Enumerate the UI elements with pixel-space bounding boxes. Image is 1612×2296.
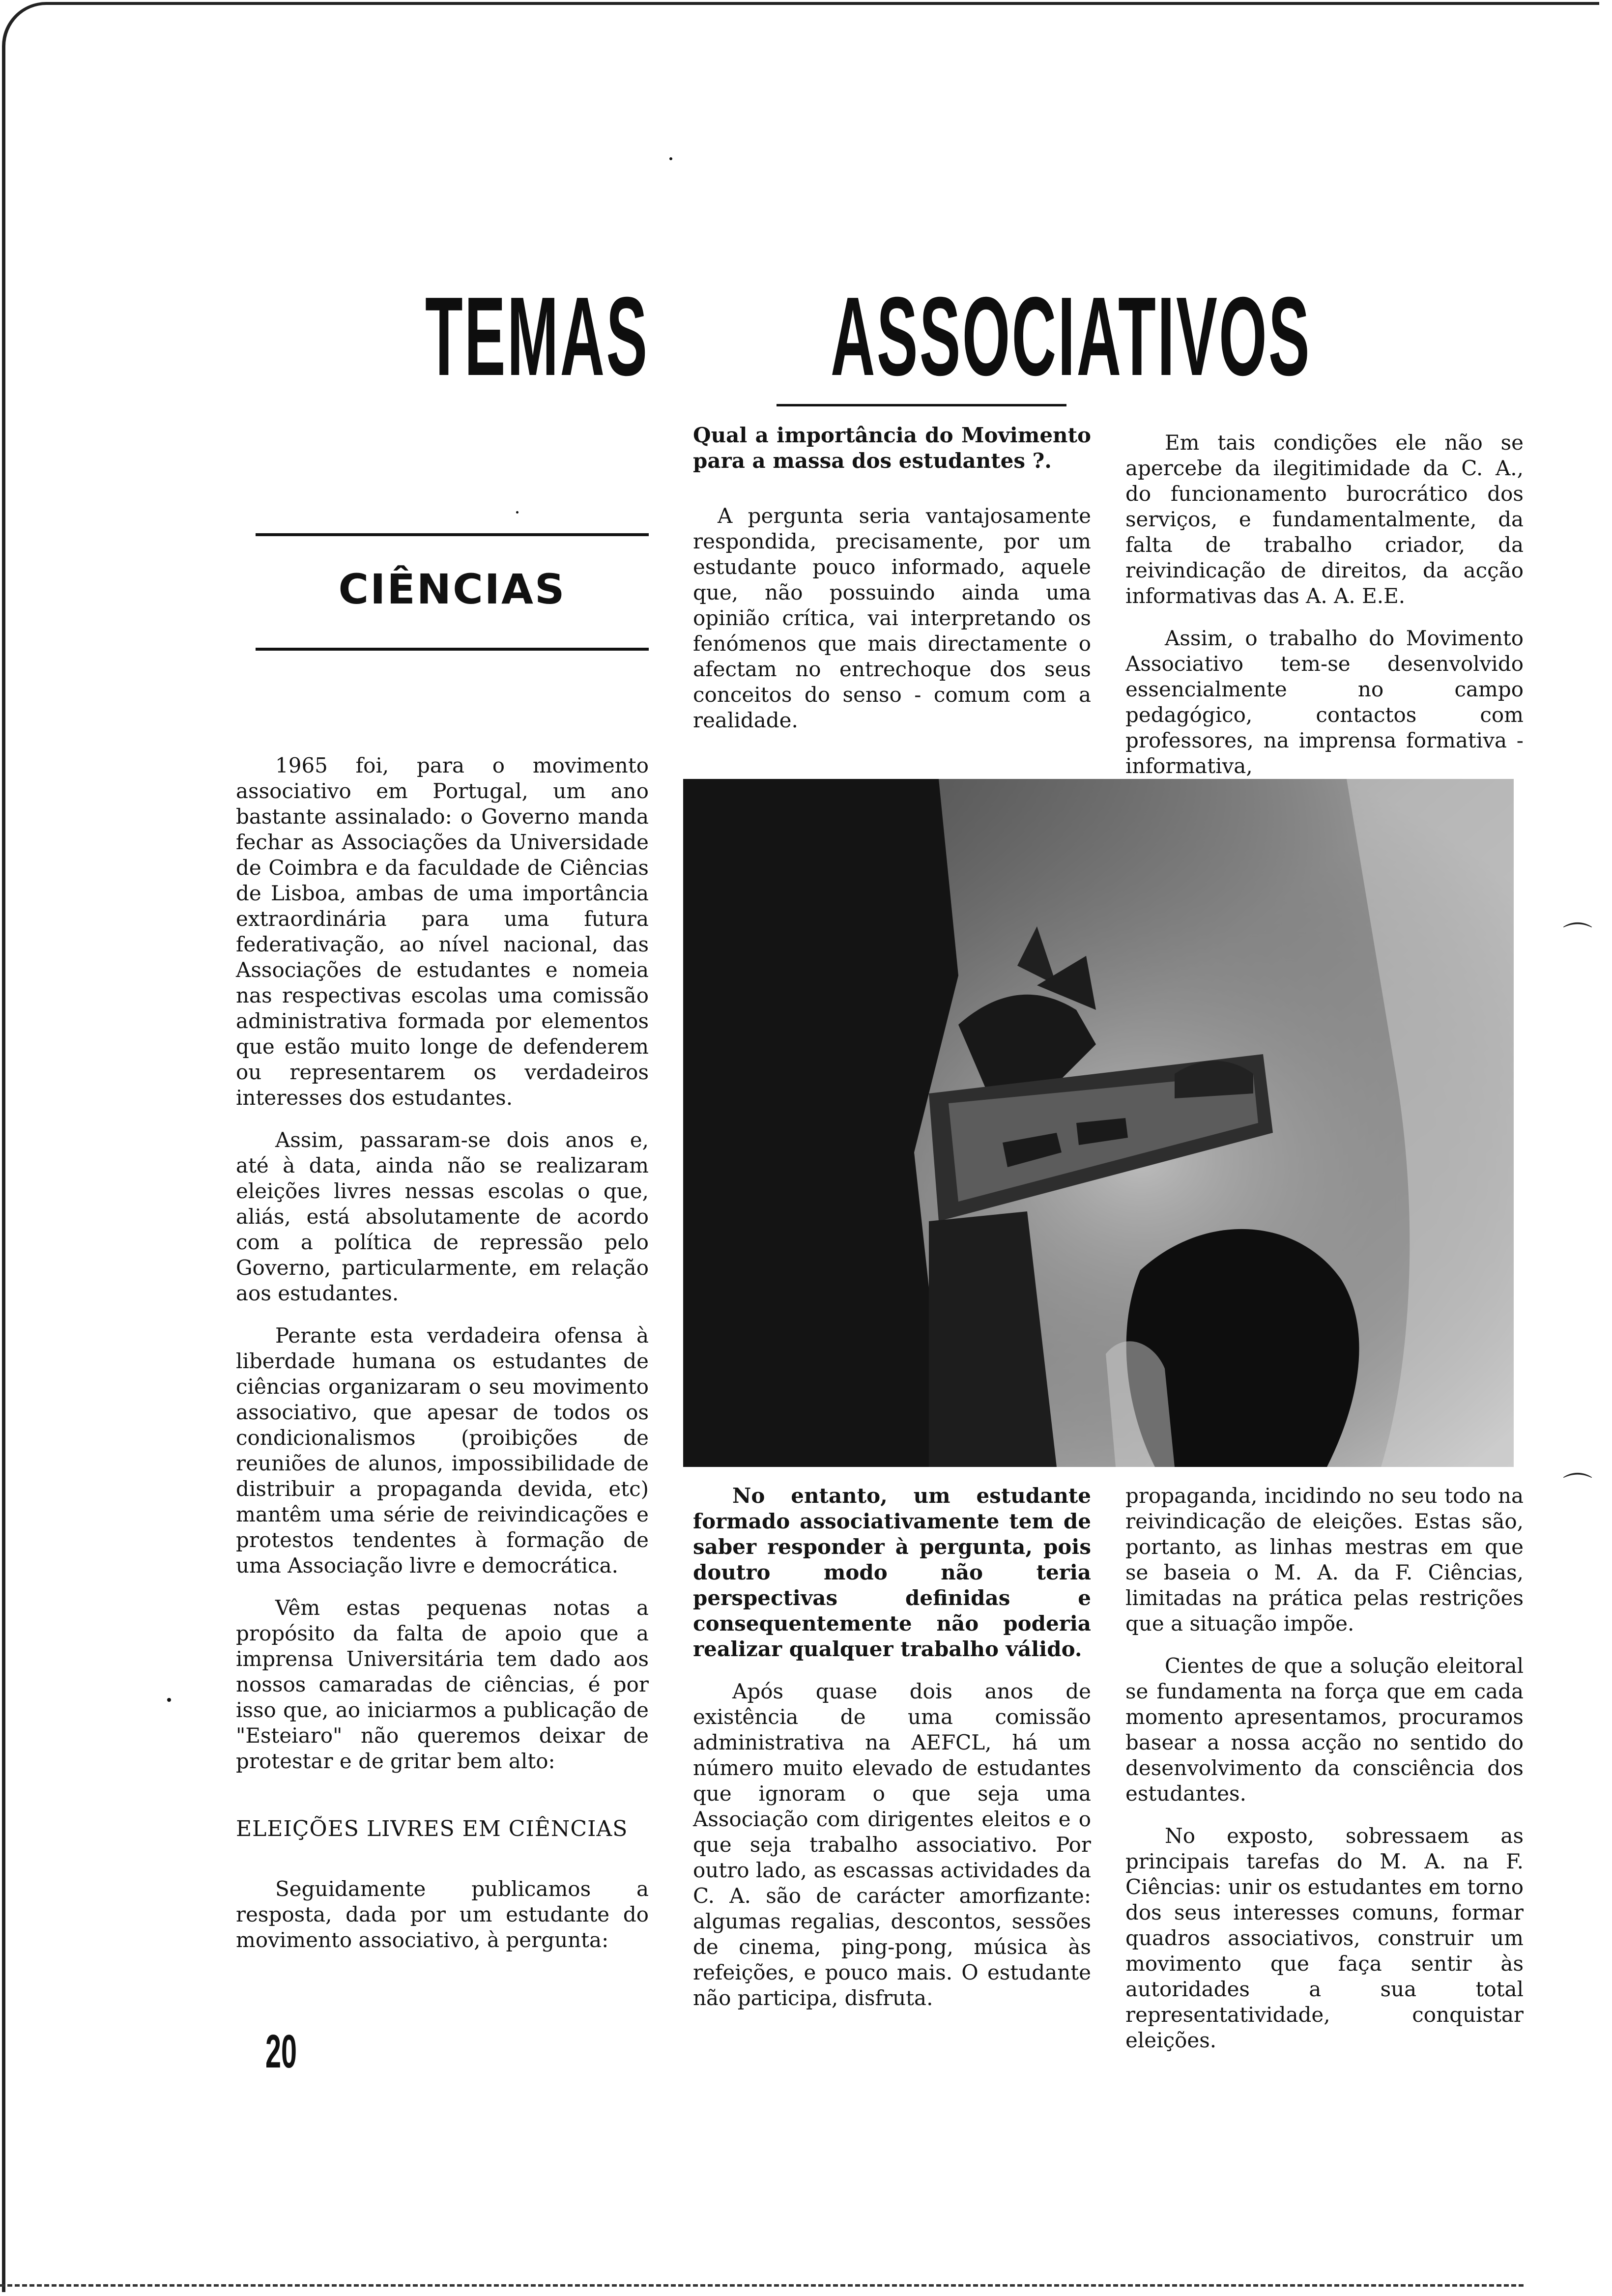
- page-number: 20: [265, 2025, 297, 2078]
- paragraph: No exposto, sobressaem as principais tarefas do M. A. na F. Ciências: unir os estudantes em torno dos seus interesses comuns, formar quadros associativos, construir um movimento que faça sentir às autoridades a sua total representatividade, conquistar eleições.: [1125, 1824, 1524, 2052]
- center-column-bottom: [693, 1483, 1091, 2028]
- margin-mark: ⌒: [1563, 1471, 1592, 1505]
- subheading: ELEIÇÕES LIVRES EM CIÊNCIAS: [236, 1816, 628, 1841]
- paragraph: Em tais condições ele não se apercebe da ilegitimidade da C. A., do funcionamento burocrático dos serviços, e fundamentalmente, da falta de trabalho criador, da reivindicação de direitos, da acção informativas das A. A. E.E.: [1125, 430, 1524, 608]
- paragraph: Cientes de que a solução eleitoral se fundamenta na força que em cada momento apresentamos, procuramos basear a nossa acção no sentido do desenvolvimento da consciência dos estudantes.: [1125, 1654, 1524, 1806]
- section-rule-top: [256, 533, 649, 536]
- paragraph: A pergunta seria vantajosamente respondida, precisamente, por um estudante pouco informado, aquele que, não possuindo ainda uma opinião crítica, vai interpretando os fenómenos que mais directamente o afectam no entrechoque dos seus conceitos do senso - comum com a realidade.: [693, 504, 1091, 732]
- paragraph: 1965 foi, para o movimento associativo em Portugal, um ano bastante assinalado: o Governo manda fechar as Associações da Universidade de Coimbra e da faculdade de Ciências de Lisboa, ambas de uma importância extraordinária para uma futura federativação, ao nível nacional, das Associações de estudantes e nomeia nas respectivas escolas uma comissão administrativa formada por elementos que estão muito longe de defenderem ou representarem os verdadeiros interesses dos estudantes.: [236, 753, 649, 1110]
- left-column: [236, 753, 649, 1970]
- title-word-temas: TEMAS: [425, 274, 649, 399]
- speck: [516, 511, 518, 514]
- protest-photo: [683, 779, 1514, 1467]
- question-heading: Qual a importância do Movimento para a massa dos estudantes ?.: [693, 423, 1091, 473]
- bottom-edge-line: [0, 2284, 1524, 2287]
- speck: [669, 157, 672, 160]
- center-column-top: [693, 423, 1091, 750]
- paragraph: propaganda, incidindo no seu todo na reivindicação de eleições. Estas são, portanto, as linhas mestras em que se baseia o M. A. da F. Ciências, limitadas na prática pelas restrições que a situação impõe.: [1125, 1484, 1524, 1636]
- section-title: CIÊNCIAS: [338, 565, 566, 613]
- paragraph: Assim, passaram-se dois anos e, até à data, ainda não se realizaram eleições livres nessas escolas o que, aliás, está absolutamente de acordo com a política de repressão pelo Governo, particularmente, em relação aos estudantes.: [236, 1128, 649, 1305]
- speck: [167, 1698, 171, 1702]
- paragraph: Seguidamente publicamos a resposta, dada por um estudante do movimento associativo, à pergunta:: [236, 1877, 649, 1952]
- paragraph: Vêm estas pequenas notas a propósito da falta de apoio que a imprensa Universitária tem dado aos nossos camaradas de ciências, é por isso que, ao iniciarmos a publicação de "Esteiaro" não queremos deixar de protestar e de gritar bem alto:: [236, 1596, 649, 1773]
- right-column-bottom: [1125, 1483, 1524, 2070]
- paragraph: Perante esta verdadeira ofensa à liberdade humana os estudantes de ciências organizaram o seu movimento associativo, que apesar de todos os condicionalismos (proibições de reuniões de alunos, impossibilidade de distribuir a propaganda devida, etc) mantêm uma série de reivindicações e protestos tendentes à formação de uma Associação livre e democrática.: [236, 1323, 649, 1578]
- paragraph: No entanto, um estudante formado associativamente tem de saber responder à pergunta, pois doutro modo não teria perspectivas definidas e consequentemente não poderia realizar qualquer trabalho válido.: [693, 1484, 1091, 1661]
- photo-image: [683, 779, 1514, 1467]
- title-underline: [777, 404, 1066, 406]
- margin-mark: ⌒: [1563, 920, 1592, 955]
- paragraph: Após quase dois anos de existência de uma comissão administrativa na AEFCL, há um número muito elevado de estudantes que ignoram o que seja uma Associação com dirigentes eleitos e o que seja trabalho associativo. Por outro lado, as escassas actividades da C. A. são de carácter amorfizante: algumas regalias, descontos, sessões de cinema, ping-pong, música às refeições, e pouco mais. O estudante não participa, disfruta.: [693, 1679, 1091, 2010]
- right-column-top: [1125, 430, 1524, 779]
- paragraph: Assim, o trabalho do Movimento Associativo tem-se desenvolvido essencialmente no campo pedagógico, contactos com professores, na imprensa formativa - informativa,: [1125, 626, 1524, 778]
- title-word-associativos: ASSOCIATIVOS: [831, 274, 1311, 399]
- section-rule-bottom: [256, 648, 649, 651]
